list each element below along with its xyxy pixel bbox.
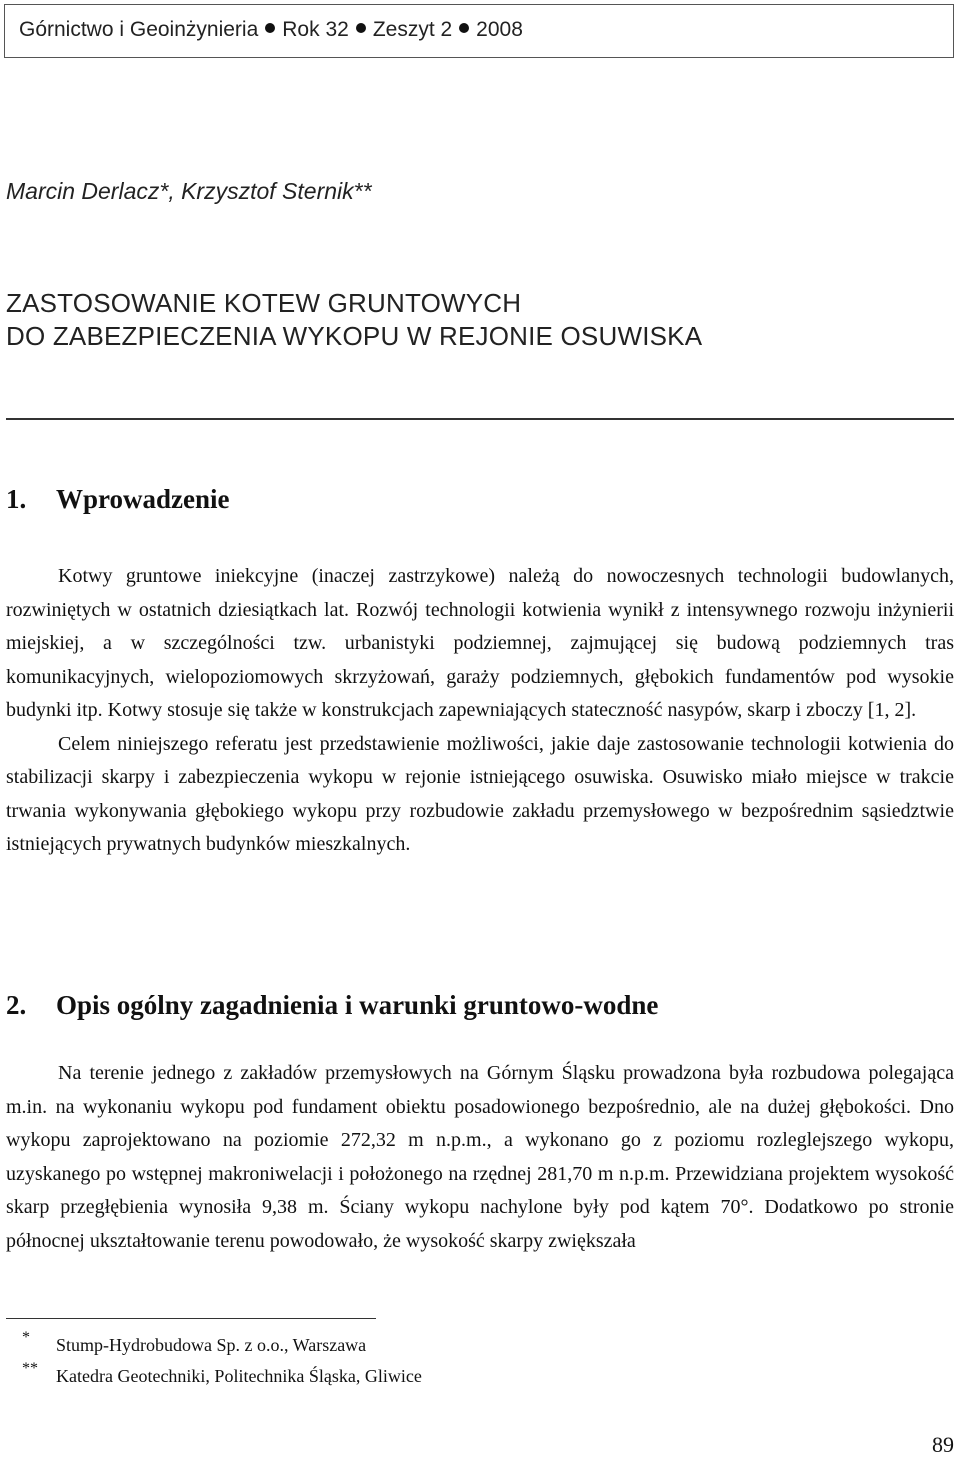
section-heading-1 <box>6 484 230 515</box>
bullet-icon <box>356 23 366 33</box>
bullet-icon <box>265 23 275 33</box>
section-1-body <box>6 560 954 862</box>
footnote-divider <box>6 1318 376 1319</box>
page-number: 89 <box>932 1432 954 1457</box>
journal-header <box>4 4 954 58</box>
footnote <box>22 1361 422 1392</box>
footnote-text: Stump-Hydrobudowa Sp. z o.o., Warszawa <box>56 1335 367 1355</box>
footnote-mark: ** <box>22 1360 38 1377</box>
paper-title <box>6 287 702 353</box>
footnote <box>22 1330 422 1361</box>
paragraph: Kotwy gruntowe iniekcyjne (inaczej zastrzykowe) należą do nowoczesnych technologii budowlanych, rozwiniętych w ostatnich dziesiątkach lat. Rozwój technologii kotwienia wynikł z intensywnego rozwoju inżynierii miejskiej, a w szczególności tzw. urbanistyki podziemnej, zajmującej się budową podziemnych tras komunikacyjnych, wielopoziomowych skrzyżowań, garaży podziemnych, głębokich fundamentów pod wysokie budynki itp. Kotwy stosuje się także w konstrukcjach zapewniających stateczność nasypów, skarp i zboczy [1, 2]. <box>6 565 954 721</box>
footnote-mark: * <box>22 1329 30 1346</box>
paper-title-line-1: ZASTOSOWANIE KOTEW GRUNTOWYCH <box>6 288 522 318</box>
authors: Marcin Derlacz*, Krzysztof Sternik** <box>6 178 372 204</box>
bullet-icon <box>459 23 469 33</box>
journal-year: Rok 32 <box>282 18 349 41</box>
journal-issue: Zeszyt 2 <box>372 18 453 41</box>
title-divider <box>6 418 954 420</box>
journal-date: 2008 <box>476 18 523 41</box>
section-title: Wprowadzenie <box>56 484 230 514</box>
paragraph: Celem niniejszego referatu jest przedstawienie możliwości, jakie daje zastosowanie technologii kotwienia do stabilizacji skarpy i zabezpieczenia wykopu w rejonie istniejącego osuwiska. Osuwisko miało miejsce w trakcie trwania wykonywania głębokiego wykopu przy rozbudowie zakładu przemysłowego w bezpośrednim sąsiedztwie istniejących prywatnych budynków mieszkalnych. <box>6 732 954 855</box>
journal-name: Górnictwo i Geoinżynieria <box>19 18 259 41</box>
section-heading-2 <box>6 990 658 1021</box>
section-2-body <box>6 1057 954 1258</box>
footnotes <box>22 1330 422 1392</box>
section-number: 1. <box>6 484 27 514</box>
section-title: Opis ogólny zagadnienia i warunki gruntowo-wodne <box>56 990 659 1020</box>
paragraph: Na terenie jednego z zakładów przemysłowych na Górnym Śląsku prowadzona była rozbudowa polegająca m.in. na wykonaniu wykopu pod fundament obiektu posadowionego bezpośrednio, ale na dużej głębokości. Dno wykopu zaprojektowano na poziomie 272,32 m n.p.m., a wykonano go z poziomu rozleglejszego wykopu, uzyskanego po wstępnej makroniwelacji i położonego na rzędnej 281,70 m n.p.m. Przewidziana projektem wysokość skarp przegłębienia wynosiła 9,38 m. Ściany wykopu nachylone były pod kątem 70°. Dodatkowo po stronie północnej ukształtowanie terenu powodowało, że wysokość skarpy zwiększała <box>6 1062 954 1252</box>
paper-title-line-2: DO ZABEZPIECZENIA WYKOPU W REJONIE OSUWISKA <box>6 321 703 351</box>
section-number: 2. <box>6 990 27 1020</box>
journal-header-text <box>19 18 523 42</box>
footnote-text: Katedra Geotechniki, Politechnika Śląska, Gliwice <box>56 1366 422 1386</box>
